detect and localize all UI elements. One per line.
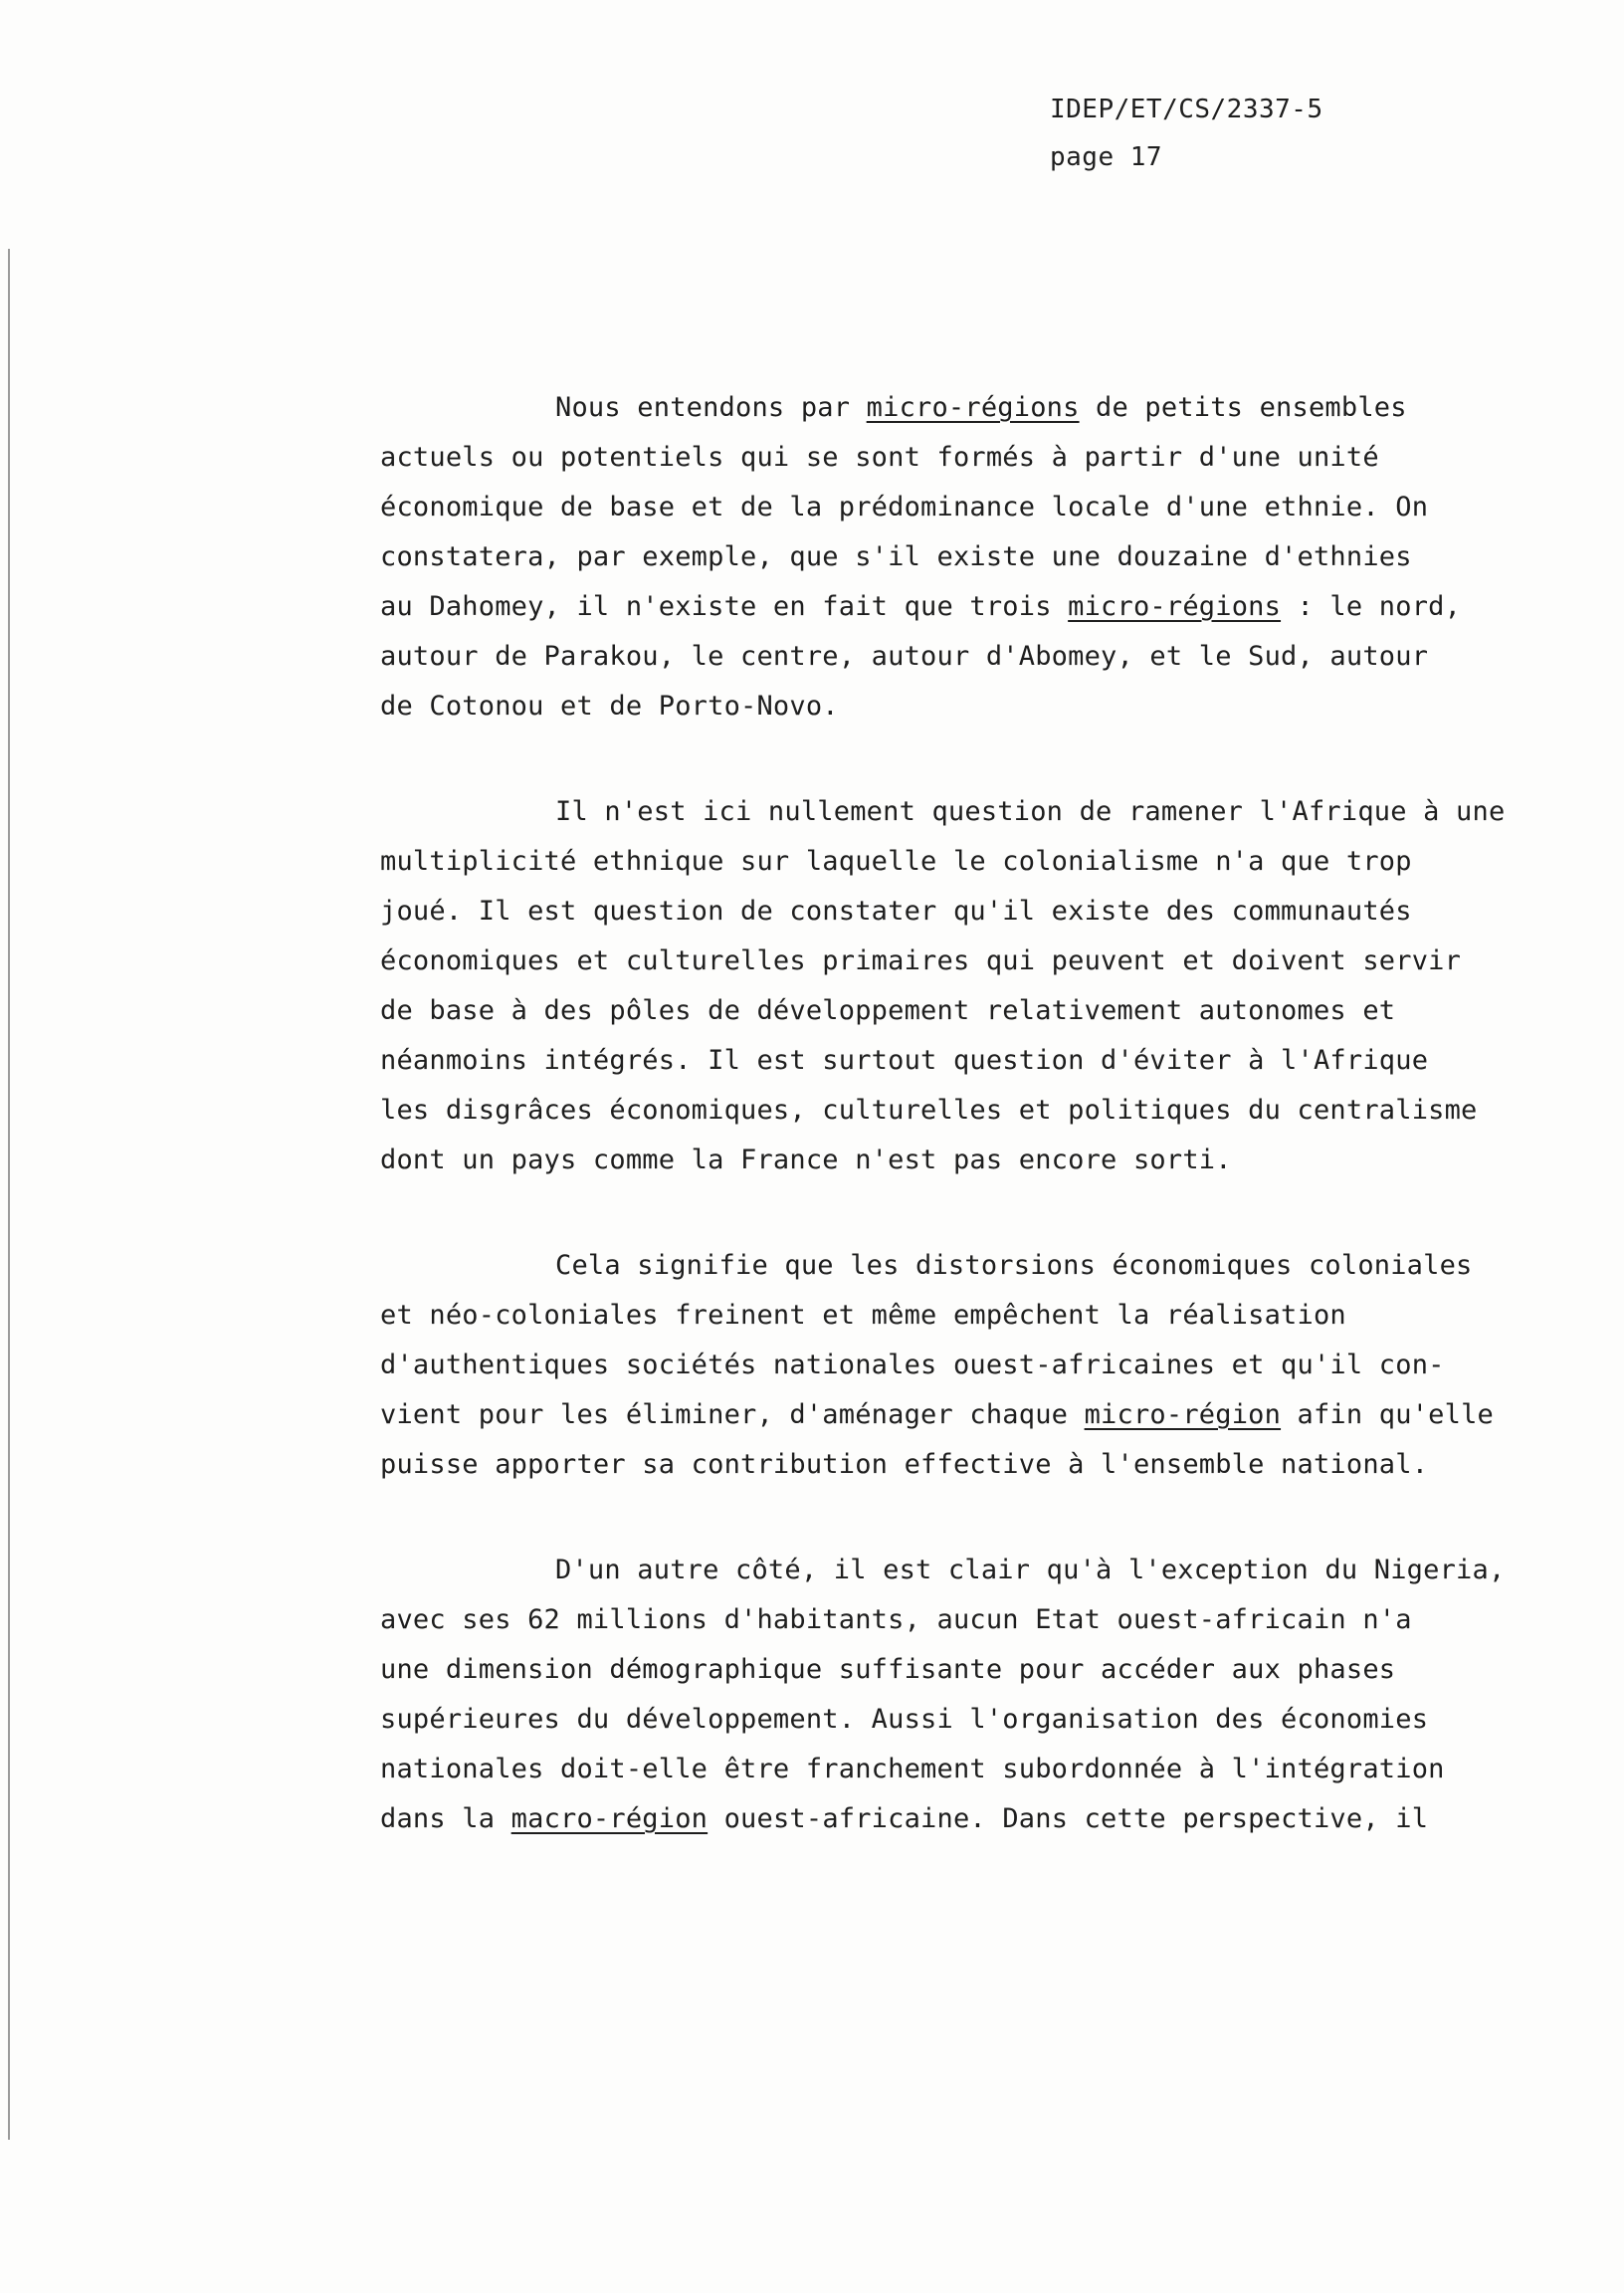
text-line: multiplicité ethnique sur laquelle le colonialisme n'a que trop <box>380 846 1412 877</box>
paragraph <box>380 1546 1574 1844</box>
text-line: Nous entendons par micro-régions de petits ensembles <box>555 392 1407 423</box>
text-line: une dimension démographique suffisante pour accéder aux phases <box>380 1654 1396 1685</box>
paragraph <box>380 1241 1574 1490</box>
text-line: économiques et culturelles primaires qui peuvent et doivent servir <box>380 945 1462 976</box>
text-line: dont un pays comme la France n'est pas encore sorti. <box>380 1145 1232 1175</box>
underlined-term: micro-région <box>1084 1399 1282 1430</box>
page-number: page 17 <box>1050 142 1163 172</box>
text-line: Il n'est ici nullement question de ramener l'Afrique à une <box>555 796 1506 827</box>
text-line: économique de base et de la prédominance locale d'une ethnie. On <box>380 492 1429 522</box>
underlined-term: macro-région <box>510 1803 709 1834</box>
text-line: puisse apporter sa contribution effective à l'ensemble national. <box>380 1449 1429 1480</box>
text-line: Cela signifie que les distorsions économiques coloniales <box>555 1250 1473 1281</box>
paragraph <box>380 383 1574 731</box>
document-header <box>1050 86 1323 181</box>
text-line: vient pour les éliminer, d'aménager chaque micro-région afin qu'elle <box>380 1399 1494 1430</box>
text-line: nationales doit-elle être franchement subordonnée à l'intégration <box>380 1754 1445 1784</box>
text-line: au Dahomey, il n'existe en fait que trois micro-régions : le nord, <box>380 591 1462 622</box>
text-line: actuels ou potentiels qui se sont formés à partir d'une unité <box>380 442 1379 473</box>
text-line: d'authentiques sociétés nationales ouest-africaines et qu'il con- <box>380 1350 1445 1380</box>
document-reference: IDEP/ET/CS/2337-5 <box>1050 95 1323 124</box>
text-line: les disgrâces économiques, culturelles et politiques du centralisme <box>380 1095 1478 1126</box>
text-line: constatera, par exemple, que s'il existe une douzaine d'ethnies <box>380 541 1412 572</box>
text-line: joué. Il est question de constater qu'il existe des communautés <box>380 896 1412 927</box>
paragraph <box>380 787 1574 1185</box>
text-line: de Cotonou et de Porto-Novo. <box>380 691 839 722</box>
scan-edge-rule <box>8 249 10 2140</box>
text-line: avec ses 62 millions d'habitants, aucun Etat ouest-africain n'a <box>380 1604 1412 1635</box>
underlined-term: micro-régions <box>866 392 1080 423</box>
text-line: de base à des pôles de développement relativement autonomes et <box>380 995 1396 1026</box>
text-line: et néo-coloniales freinent et même empêchent la réalisation <box>380 1300 1346 1331</box>
text-line: néanmoins intégrés. Il est surtout question d'éviter à l'Afrique <box>380 1045 1429 1076</box>
text-line: autour de Parakou, le centre, autour d'Abomey, et le Sud, autour <box>380 641 1429 672</box>
text-line: dans la macro-région ouest-africaine. Dans cette perspective, il <box>380 1803 1429 1834</box>
underlined-term: micro-régions <box>1068 591 1282 622</box>
text-line: D'un autre côté, il est clair qu'à l'exception du Nigeria, <box>555 1555 1506 1585</box>
document-body <box>380 383 1574 1900</box>
text-line: supérieures du développement. Aussi l'organisation des économies <box>380 1704 1429 1735</box>
